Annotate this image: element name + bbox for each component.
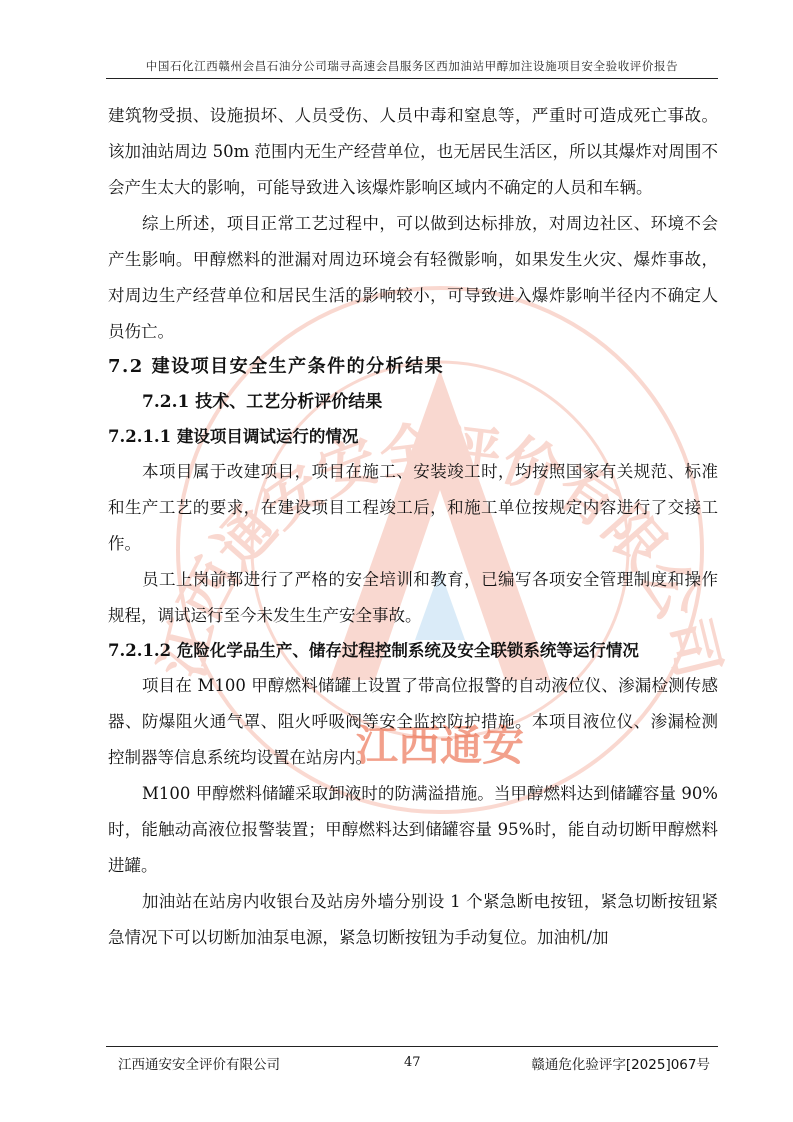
- section-heading-7-2: 7.2 建设项目安全生产条件的分析结果: [108, 356, 445, 377]
- section-heading-7-2-1: 7.2.1 技术、工艺分析评价结果: [142, 392, 383, 412]
- report-number: 赣通危化验评字[2025]067号: [531, 1057, 710, 1073]
- document-body: [108, 98, 718, 956]
- paragraph-emergency-shutdown: 加油站在站房内收银台及站房外墙分别设 1 个紧急断电按钮，紧急切断按钮紧急情况下可以切断加油泵电源，紧急切断按钮为手动复位。加油机/加: [108, 892, 718, 947]
- paragraph-continuation: 建筑物受损、设施损坏、人员受伤、人员中毒和窒息等，严重时可造成死亡事故。该加油站周边 50m 范围内无生产经营单位，也无居民生活区，所以其爆炸对周围不会产生太大的影响，可能导致进入该爆炸影响区域内不确定的人员和车辆。: [108, 106, 718, 197]
- paragraph-summary: 综上所述，项目正常工艺过程中，可以做到达标排放，对周边社区、环境不会产生影响。甲醇燃料的泄漏对周边环境会有轻微影响，如果发生火灾、爆炸事故，对周边生产经营单位和居民生活的影响较小，可导致进入爆炸影响半径内不确定人员伤亡。: [108, 214, 718, 341]
- section-heading-7-2-1-2: 7.2.1.2 危险化学品生产、储存过程控制系统及安全联锁系统等运行情况: [108, 641, 639, 660]
- watermark-stamp-text: 江西通安: [355, 721, 525, 770]
- paragraph-project-handover: 本项目属于改建项目，项目在施工、安装竣工时，均按照国家有关规范、标准和生产工艺的要求，在建设项目工程竣工后，和施工单位按规定内容进行了交接工作。: [108, 462, 718, 553]
- footer-company: 江西通安安全评价有限公司: [118, 1057, 280, 1073]
- paragraph-monitoring-measures: 项目在 M100 甲醇燃料储罐上设置了带高位报警的自动液位仪、渗漏检测传感器、防爆阻火通气罩、阻火呼吸阀等安全监控防护措施。本项目液位仪、渗漏检测控制器等信息系统均设置在站房内。: [108, 676, 718, 767]
- watermark-arc-text: 江西通安安全评价有限公司: [147, 414, 733, 685]
- page-number: 47: [404, 1055, 421, 1070]
- page-footer: [106, 1046, 718, 1077]
- paragraph-staff-training: 员工上岗前都进行了严格的安全培训和教育，已编写各项安全管理制度和操作规程，调试运行至今未发生生产安全事故。: [108, 570, 718, 625]
- page-header: [106, 56, 718, 79]
- paragraph-overfill-prevention: M100 甲醇燃料储罐采取卸液时的防满溢措施。当甲醇燃料达到储罐容量 90%时，能触动高液位报警装置；甲醇燃料达到储罐容量 95%时，能自动切断甲醇燃料进罐。: [108, 784, 718, 875]
- section-heading-7-2-1-1: 7.2.1.1 建设项目调试运行的情况: [108, 427, 359, 446]
- report-title: 中国石化江西赣州会昌石油分公司瑞寻高速会昌服务区西加油站甲醇加注设施项目安全验收评价报告: [145, 59, 679, 73]
